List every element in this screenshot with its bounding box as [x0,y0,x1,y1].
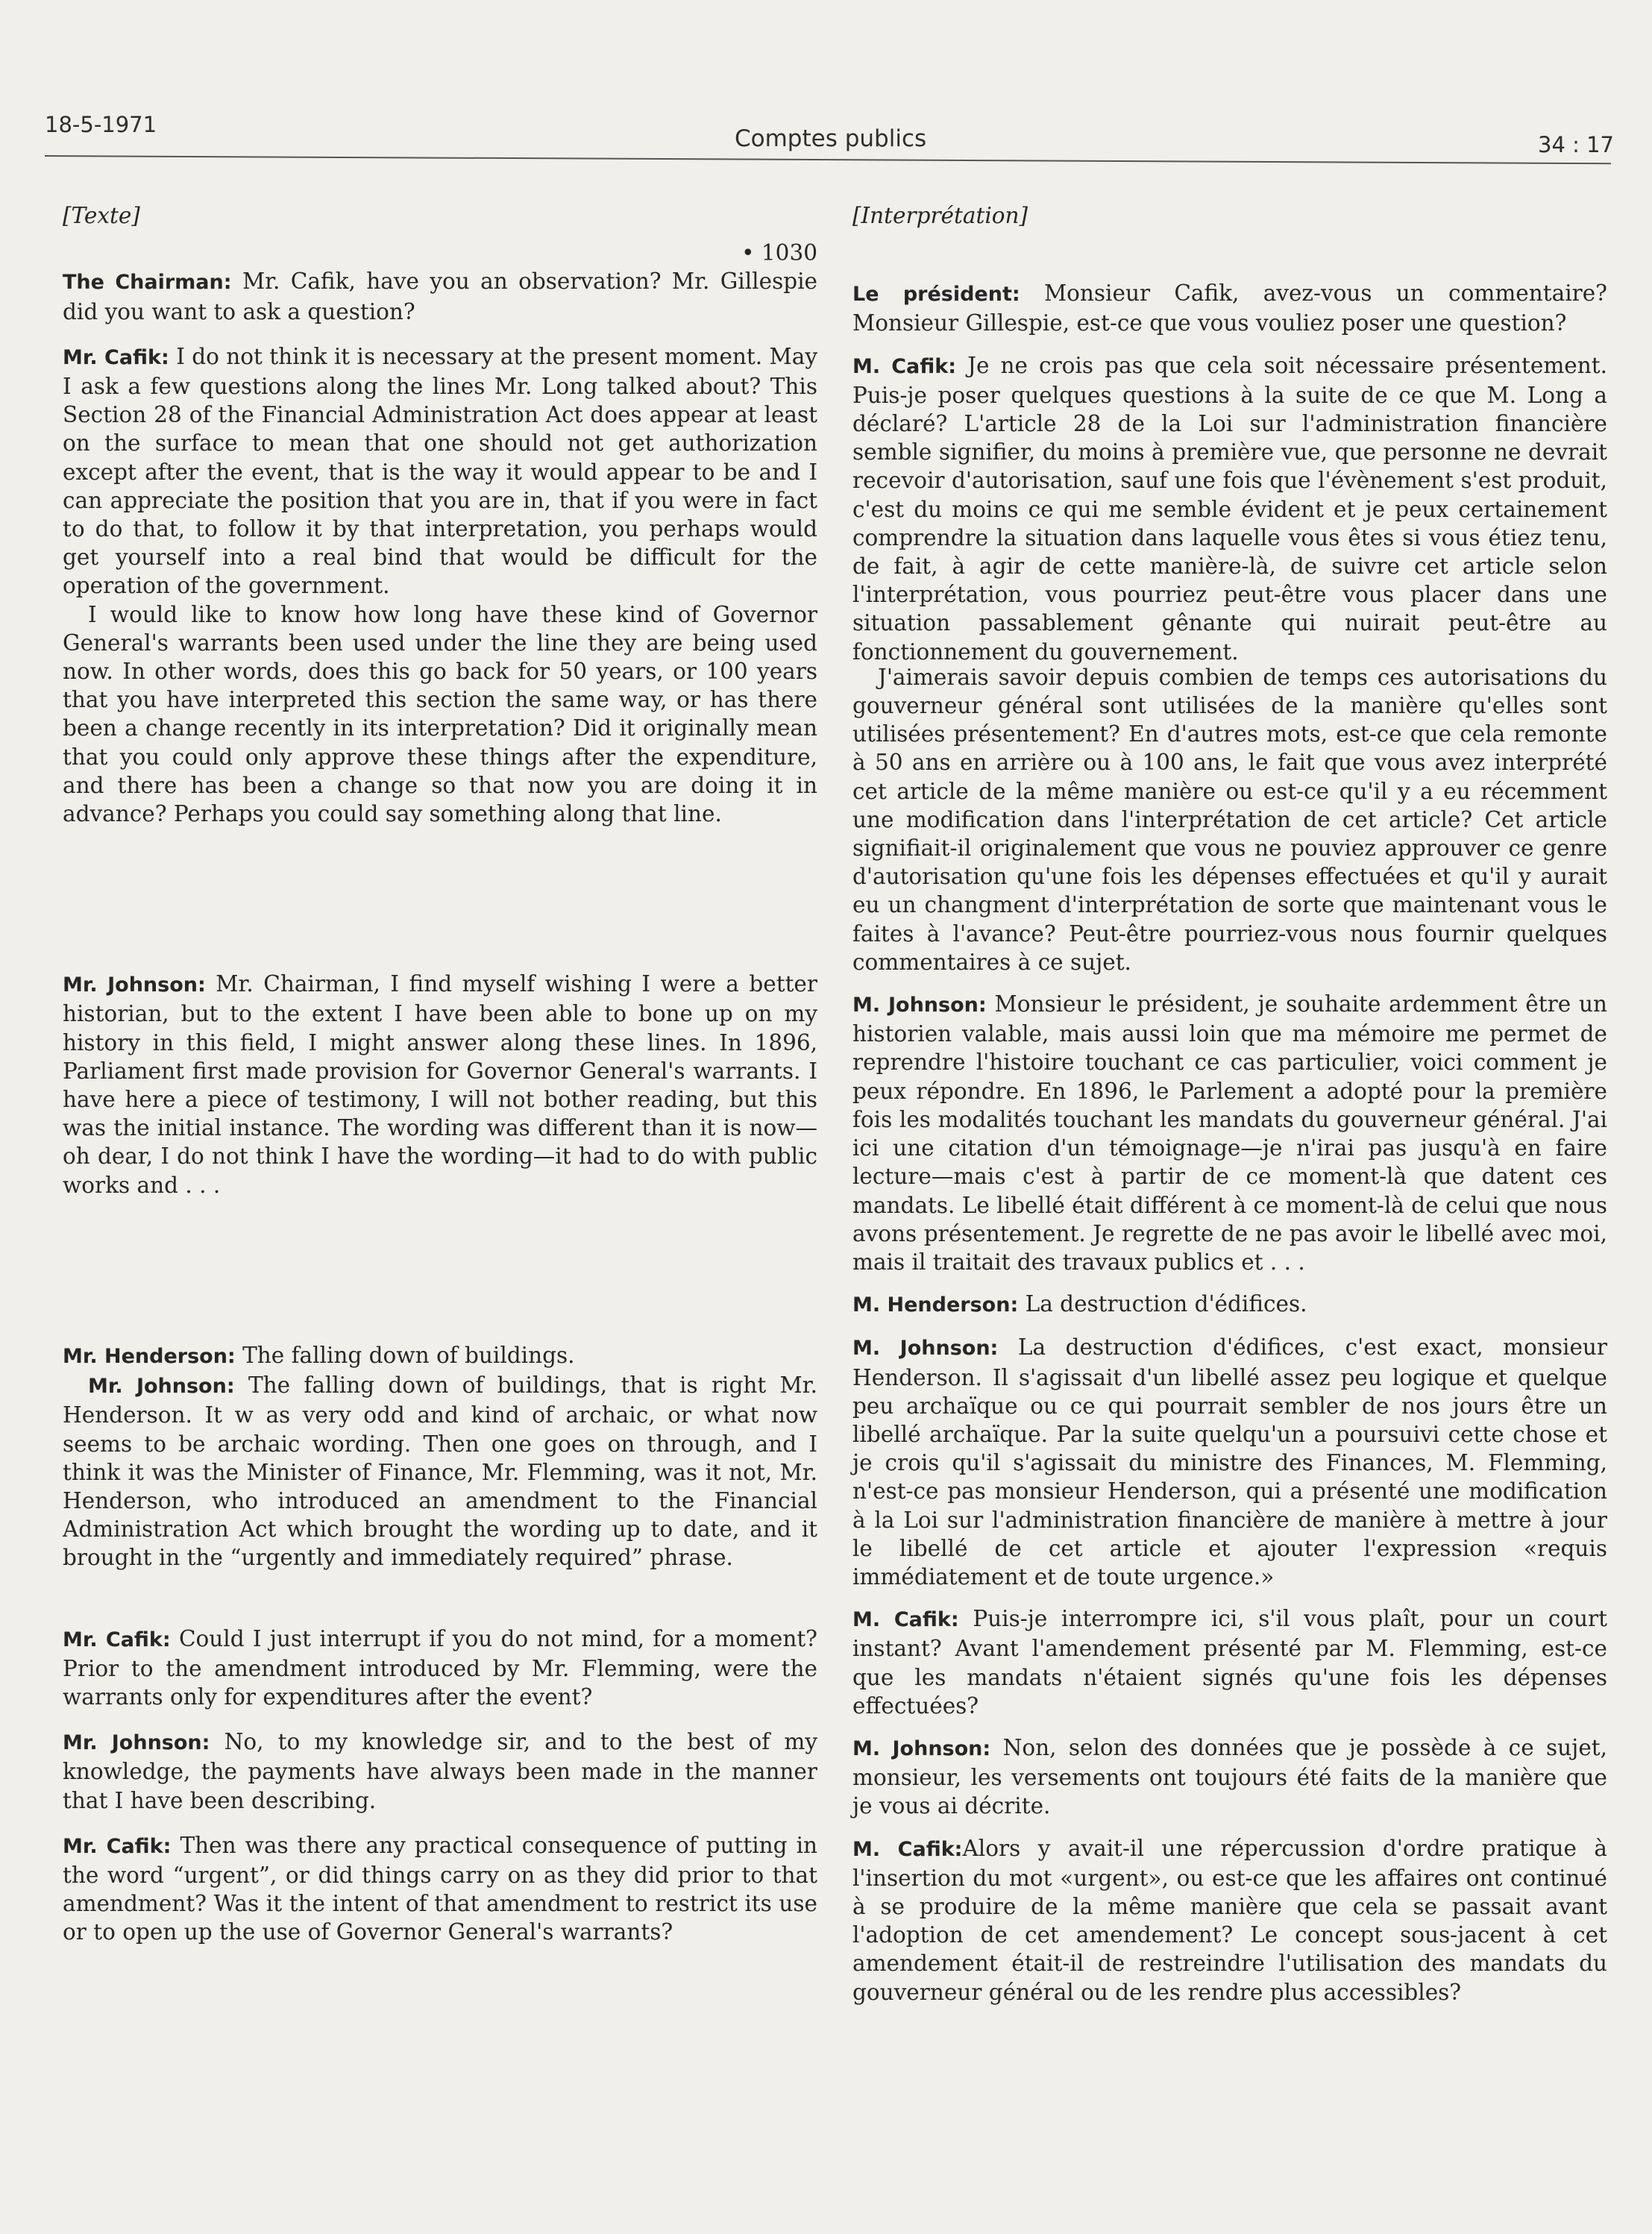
header-date: 18-5-1971 [45,112,157,137]
paragraph-text: I do not think it is necessary at the present moment. May I ask a few questions along the lines Mr. Long talked about? This Section 28 of the Financial Administration Act does appear at least on the surface to mean that one should not get authorization except after the event, that is the way it would appear to be and I can appreciate the position that you are in, that if you were in fact to do that, to follow it by that interpretation, you perhaps would get yourself into a real bind that would be difficult for the operation of the government. [63,343,817,599]
header-title: Comptes publics [735,125,927,152]
paragraph-en-1 [63,267,817,325]
section-label-english: [Texte] [63,203,140,228]
paragraph-text: Monsieur le président, je souhaite ardemment être un historien valable, mais aussi loin que ma mémoire me permet de reprendre l'histoire touchant ce cas particulier, voici comment je peux répondre. En 1896, le Parlement a adopté pour la première fois les modalités touchant les mandats du gouverneur général. J'ai ici une citation d'un témoignage—je n'irai pas jusqu'à en faire lecture—mais c'est à partir de ce moment-là que datent ces mandats. Le libellé était différent à ce moment-là de celui que nous avons présentement. Je regrette de ne pas avoir le libellé avec moi, mais il traitait des travaux publics et . . . [852,991,1607,1275]
speaker-name: M. Cafik: [852,354,957,378]
speaker-name: M. Cafik: [852,1837,963,1861]
paragraph-text: La destruction d'édifices. [1018,1291,1307,1317]
paragraph-en-7 [63,1625,817,1712]
paragraph-text: Monsieur Cafik, avez-vous un commentaire? Monsieur Gillespie, est-ce que vous vouliez poser une question? [852,280,1607,336]
speaker-name: Mr. Henderson: [63,1344,236,1368]
paragraph-text: La destruction d'édifices, c'est exact, monsieur Henderson. Il s'agissait d'un libellé assez peu logique et quelque peu archaïque ou ce qui pourrait sembler de nos jours être un libellé archaïque. Par la suite quelqu'un a poursuivi cette chose et je crois qu'il s'agissait du ministre des Finances, M. Flemming, n'est-ce pas monsieur Henderson, qui a présenté une modification à la Loi sur l'administration financière de manière à mettre à jour le libellé de cet article et ajouter l'expression «requis immédiatement et de toute urgence.» [852,1334,1608,1590]
speaker-name: Mr. Cafik: [63,345,169,369]
paragraph-fr-1 [852,279,1607,337]
header-rule [45,155,1611,164]
speaker-name: M. Johnson: [852,994,987,1017]
paragraph-en-8 [63,1728,817,1815]
speaker-name: The Chairman: [63,271,232,295]
speaker-name: Mr. Cafik: [63,1834,172,1858]
speaker-name: M. Johnson: [852,1736,991,1760]
paragraph-fr-3 [852,663,1607,976]
paragraph-text: No, to my knowledge sir, and to the best of my knowledge, the payments have always been made in the manner that I have been describing. [63,1729,817,1813]
paragraph-fr-9 [852,1834,1607,2006]
paragraph-en-5 [63,1341,817,1371]
paragraph-text: Alors y avait-il une répercussion d'ordre pratique à l'insertion du mot «urgent», ou est-ce que les affaires ont continué à se produire de la même manière que cela se passait avant l'adoption de cet amendement? Le concept sous-jacent à cet amendement était-il de restreindre l'utilisation des mandats du gouverneur général ou de les rendre plus accessibles? [852,1835,1607,2005]
header-page-number: 34 : 17 [1538,132,1615,157]
paragraph-text: Mr. Chairman, I find myself wishing I were a better historian, but to the extent I have been able to bone up on my history in this field, I might answer along these lines. In 1896, Parliament first made provision for Governor General's warrants. I have here a piece of testimony, I will not bother reading, but this was the initial instance. The wording was different than it is now—oh dear, I do not think I have the wording—it had to do with public works and . . . [63,971,817,1198]
speaker-name: Mr. Cafik: [63,1628,171,1651]
paragraph-text: The falling down of buildings, that is right Mr. Henderson. It w as very odd and kind of archaic, or what now seems to be archaic wording. Then one goes on through, and I think it was the Minister of Finance, Mr. Flemming, was it not, Mr. Henderson, who introduced an amendment to the Financial Administration Act which brought the wording up to date, and it brought in the “urgently and immediately required” phrase. [63,1372,818,1571]
speaker-name: M. Johnson: [852,1337,999,1361]
paragraph-text: Mr. Cafik, have you an observation? Mr. Gillespie did you want to ask a question? [63,269,817,324]
paragraph-fr-5 [852,1290,1607,1320]
speaker-name: M. Cafik: [852,1608,959,1632]
paragraph-fr-6 [852,1333,1607,1591]
paragraph-text: The falling down of buildings. [235,1342,575,1368]
paragraph-text: Could I just interrupt if you do not mind, for a moment? Prior to the amendment introduced by Mr. Flemming, were the warrants only for expenditures after the event? [63,1625,817,1710]
paragraph-fr-2 [852,351,1607,666]
speaker-name: Le président: [852,283,1020,307]
speaker-name: Mr. Johnson: [63,1731,210,1755]
paragraph-en-3 [63,600,817,829]
speaker-name: Mr. Johnson: [88,1375,235,1399]
section-label-french: [Interprétation] [852,203,1028,228]
speaker-name: M. Henderson: [852,1293,1019,1317]
paragraph-text: Je ne crois pas que cela soit nécessaire présentement. Puis-je poser quelques questions à la suite de ce que M. Long a déclaré? L'article 28 de la Loi sur l'administration financière semble signifier, du moins à première vue, que personne ne devrait recevoir d'autorisation, sauf une fois que l'évènement s'est produit, c'est du moins ce qui me semble évident et je peux certainement comprendre la situation dans laquelle vous êtes si vous étiez tenu, de fait, à agir de cette manière-là, de suivre cet article selon l'interprétation, vous pourriez peut-être vous placer dans une situation passablement gênante qui nuirait peut-être au fonctionnement du gouvernement. [852,352,1607,665]
paragraph-text: Non, selon des données que je possède à ce sujet, monsieur, les versements ont toujours été faits de la manière que je vous ai décrite. [852,1734,1608,1819]
paragraph-fr-7 [852,1604,1607,1720]
paragraph-text: J'aimerais savoir depuis combien de temps ces autorisations du gouverneur général sont utilisées de la manière qu'elles sont utilisées présentement? En d'autres mots, est-ce que cela remonte à 50 ans en arrière ou à 100 ans, le fait que vous avez interprété cet article de la même manière ou est-ce qu'il y a eu récemment une modification dans l'interprétation de cet article? Cet article signifiait-il originalement que vous ne pouviez approuver ce genre d'autorisation qu'une fois les dépenses effectuées et qu'il y aurait eu un changment d'interprétation de sorte que maintenant vous le faites à l'avance? Peut-être pourriez-vous nous fournir quelques commentaires à ce sujet. [852,664,1607,975]
paragraph-text: Puis-je interrompre ici, s'il vous plaît, pour un court instant? Avant l'amendement présenté par M. Flemming, est-ce que les mandats n'étaient signés qu'une fois les dépenses effectuées? [852,1606,1607,1719]
time-marker: • 1030 [741,240,817,266]
paragraph-text: I would like to know how long have these kind of Governor General's warrants been used under the line they are being used now. In other words, does this go back for 50 years, or 100 years that you have interpreted this section the same way, or has there been a change recently in its interpretation? Did it originally mean that you could only approve these things after the expenditure, and there has been a change so that now you are doing it in advance? Perhaps you could say something along that line. [63,601,817,827]
paragraph-en-2 [63,342,817,600]
speaker-name: Mr. Johnson: [63,973,206,997]
english-column [63,201,817,1963]
paragraph-fr-4 [852,990,1607,1276]
french-column [852,201,1607,2020]
paragraph-fr-8 [852,1733,1607,1821]
paragraph-en-9 [63,1831,817,1947]
paragraph-en-4 [63,970,817,1199]
paragraph-text: Then was there any practical consequence of putting in the word “urgent”, or did things carry on as they did prior to that amendment? Was it the intent of that amendment to restrict its use or to open up the use of Governor General's warrants? [63,1832,817,1945]
paragraph-en-6 [63,1371,817,1572]
